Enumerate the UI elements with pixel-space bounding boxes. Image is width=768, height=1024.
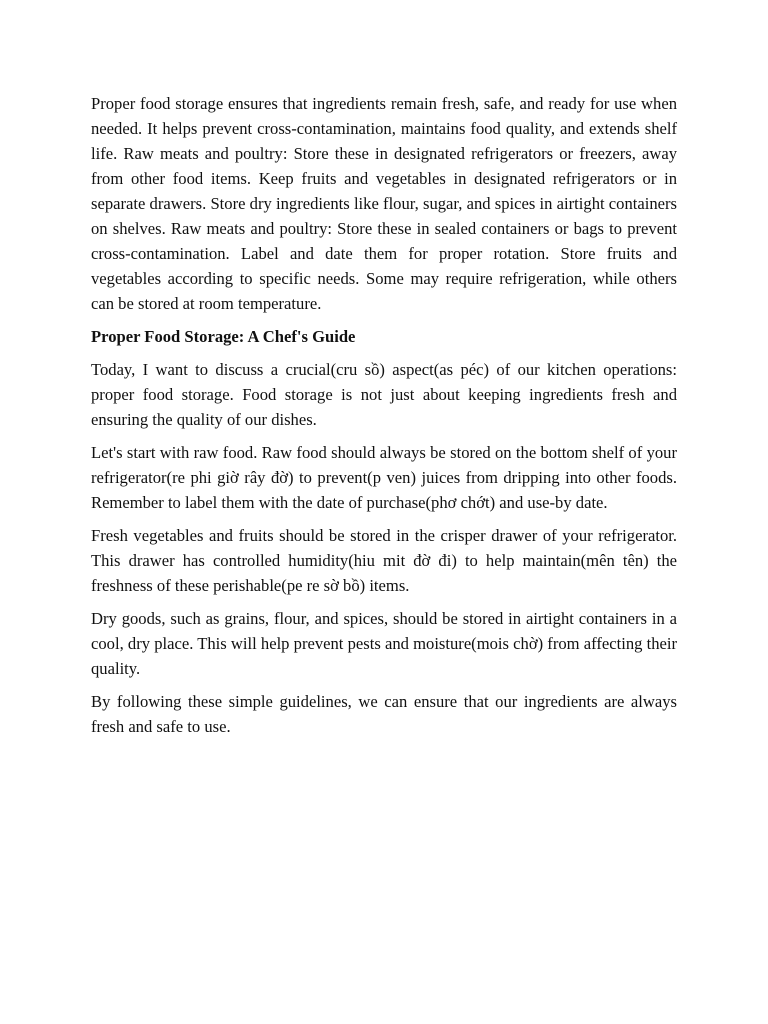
body-paragraph: Fresh vegetables and fruits should be stored in the crisper drawer of your refrigerator. This drawer has controlled humidity(hiu mit đờ đi) to help maintain(mên tên) the freshness of these perishable(pe re sờ bồ) items. <box>91 526 677 595</box>
intro-paragraph: Proper food storage ensures that ingredients remain fresh, safe, and ready for use when needed. It helps prevent cross-contamination, maintains food quality, and extends shelf life. Raw meats and poultry: Store these in designated refrigerators or freezers, away from other food items. Keep fruits and vegetables in designated refrigerators or in separate drawers. Store dry ingredients like flour, sugar, and spices in airtight containers on shelves. Raw meats and poultry: Store these in sealed containers or bags to prevent cross-contamination. Label and date them for proper rotation. Store fruits and vegetables according to specific needs. Some may require refrigeration, while others can be stored at room temperature. <box>91 94 677 313</box>
body-paragraph: Dry goods, such as grains, flour, and spices, should be stored in airtight containers in a cool, dry place. This will help prevent pests and moisture(mois chờ) from affecting their quality. <box>91 609 677 678</box>
body-paragraph: By following these simple guidelines, we can ensure that our ingredients are always fresh and safe to use. <box>91 692 677 736</box>
body-paragraph: Today, I want to discuss a crucial(cru sồ) aspect(as péc) of our kitchen operations: proper food storage. Food storage is not just about keeping ingredients fresh and ensuring the quality of our dishes. <box>91 360 677 429</box>
section-heading: Proper Food Storage: A Chef's Guide <box>91 327 356 346</box>
body-paragraph: Let's start with raw food. Raw food should always be stored on the bottom shelf of your refrigerator(re phi giờ rây đờ) to prevent(p ven) juices from dripping into other foods. Remember to label them with the date of purchase(phơ chớt) and use-by date. <box>91 443 677 512</box>
